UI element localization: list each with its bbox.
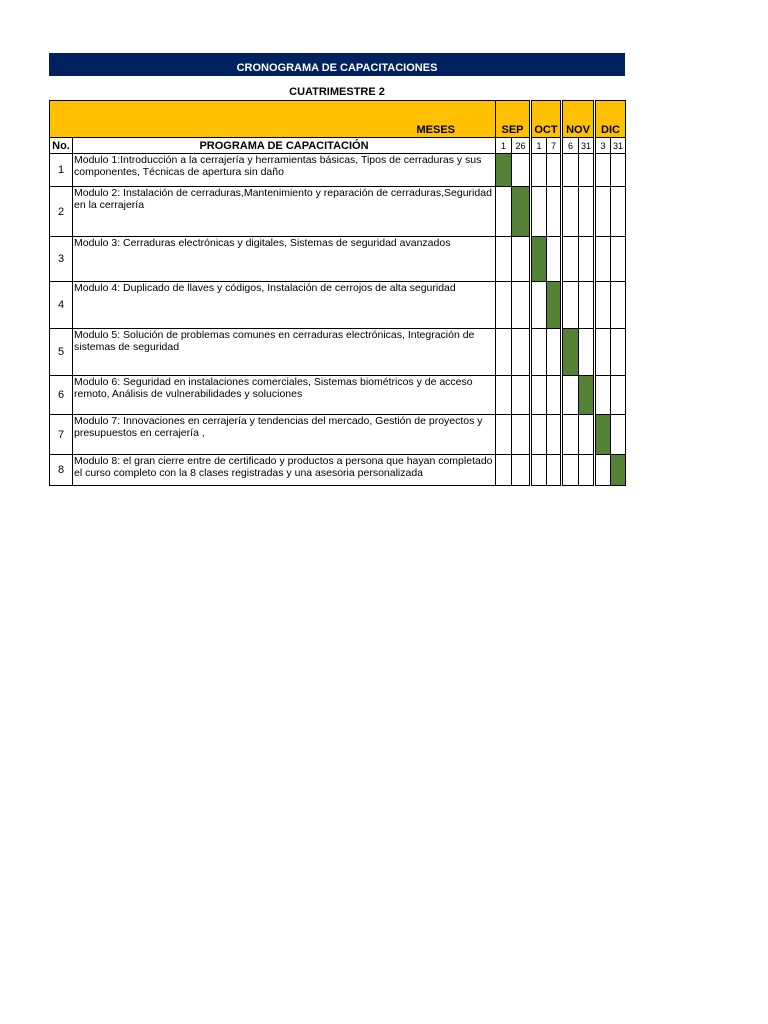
module-number: 3 [50,237,73,282]
schedule-bar-cell [579,376,595,415]
module-description: Modulo 3: Cerraduras electrónicas y digitales, Sistemas de seguridad avanzados [73,237,496,282]
day-header: 31 [611,138,626,154]
schedule-cell [579,329,595,376]
schedule-cell [595,154,611,187]
schedule-cell [496,415,512,455]
schedule-cell [531,187,547,237]
schedule-bar-cell [611,455,626,486]
month-oct: OCT [531,101,562,138]
schedule-cell [611,154,626,187]
schedule-cell [547,154,562,187]
schedule-cell [611,187,626,237]
months-label: MESES [50,101,496,138]
module-description: Modulo 7: Innovaciones en cerrajería y tendencias del mercado, Gestión de proyectos y presupuestos en cerrajería , [73,415,496,455]
schedule-cell [562,376,579,415]
schedule-cell [531,415,547,455]
schedule-cell [562,282,579,329]
day-header: 7 [547,138,562,154]
schedule-cell [595,282,611,329]
schedule-cell [579,455,595,486]
schedule-cell [595,455,611,486]
training-schedule-table [49,100,626,486]
schedule-cell [562,415,579,455]
schedule-cell [512,376,531,415]
module-description: Modulo 6: Seguridad en instalaciones comerciales, Sistemas biométricos y de acceso remoto, Análisis de vulnerabilidades y soluciones [73,376,496,415]
schedule-cell [611,282,626,329]
table-row [50,237,626,282]
schedule-cell [531,329,547,376]
schedule-cell [611,376,626,415]
day-header: 6 [562,138,579,154]
schedule-cell [579,187,595,237]
schedule-cell [496,282,512,329]
module-description: Modulo 1:Introducción a la cerrajería y herramientas básicas, Tipos de cerraduras y sus componentes, Técnicas de apertura sin daño [73,154,496,187]
module-number: 4 [50,282,73,329]
schedule-cell [547,376,562,415]
module-number: 2 [50,187,73,237]
module-number: 6 [50,376,73,415]
schedule-cell [512,329,531,376]
module-description: Modulo 4: Duplicado de llaves y códigos, Instalación de cerrojos de alta seguridad [73,282,496,329]
module-number: 8 [50,455,73,486]
day-header: 3 [595,138,611,154]
schedule-cell [611,329,626,376]
schedule-cell [611,237,626,282]
day-header: 26 [512,138,531,154]
table-row [50,187,626,237]
table-row [50,376,626,415]
program-column-header: PROGRAMA DE CAPACITACIÓN [73,138,496,154]
schedule-cell [496,376,512,415]
schedule-cell [531,455,547,486]
table-row [50,154,626,187]
month-sep: SEP [496,101,531,138]
schedule-cell [579,282,595,329]
schedule-cell [595,237,611,282]
schedule-cell [562,187,579,237]
day-header: 1 [531,138,547,154]
schedule-cell [512,282,531,329]
schedule-cell [595,376,611,415]
schedule-cell [512,415,531,455]
schedule-bar-cell [595,415,611,455]
schedule-cell [512,154,531,187]
day-header: 1 [496,138,512,154]
month-nov: NOV [562,101,595,138]
schedule-bar-cell [512,187,531,237]
schedule-cell [562,237,579,282]
month-dic: DIC [595,101,626,138]
table-row [50,415,626,455]
schedule-cell [531,154,547,187]
schedule-cell [579,415,595,455]
schedule-cell [512,237,531,282]
schedule-cell [547,329,562,376]
schedule-cell [496,237,512,282]
schedule-cell [496,455,512,486]
module-description: Modulo 8: el gran cierre entre de certificado y productos a persona que hayan completado el curso completo con la 8 clases registradas y una asesoria personalizada [73,455,496,486]
schedule-bar-cell [547,282,562,329]
schedule-bar-cell [496,154,512,187]
schedule-bar-cell [531,237,547,282]
table-row [50,282,626,329]
schedule-cell [595,187,611,237]
schedule-bar-cell [562,329,579,376]
schedule-cell [496,329,512,376]
schedule-cell [547,187,562,237]
module-description: Modulo 2: Instalación de cerraduras,Mantenimiento y reparación de cerraduras,Seguridad en la cerrajería [73,187,496,237]
schedule-cell [579,237,595,282]
schedule-cell [562,455,579,486]
day-header: 31 [579,138,595,154]
schedule-cell [547,455,562,486]
module-number: 7 [50,415,73,455]
schedule-cell [579,154,595,187]
table-row [50,455,626,486]
schedule-cell [547,237,562,282]
table-row [50,329,626,376]
schedule-cell [531,376,547,415]
no-column-header: No. [50,138,73,154]
module-number: 5 [50,329,73,376]
schedule-cell [531,282,547,329]
period-subtitle: CUATRIMESTRE 2 [289,86,385,98]
schedule-cell [547,415,562,455]
schedule-cell [595,329,611,376]
schedule-cell [496,187,512,237]
module-number: 1 [50,154,73,187]
schedule-cell [562,154,579,187]
schedule-cell [512,455,531,486]
module-description: Modulo 5: Solución de problemas comunes en cerraduras electrónicas, Integración de sistemas de seguridad [73,329,496,376]
schedule-title-banner: CRONOGRAMA DE CAPACITACIONES [49,53,625,76]
schedule-cell [611,415,626,455]
